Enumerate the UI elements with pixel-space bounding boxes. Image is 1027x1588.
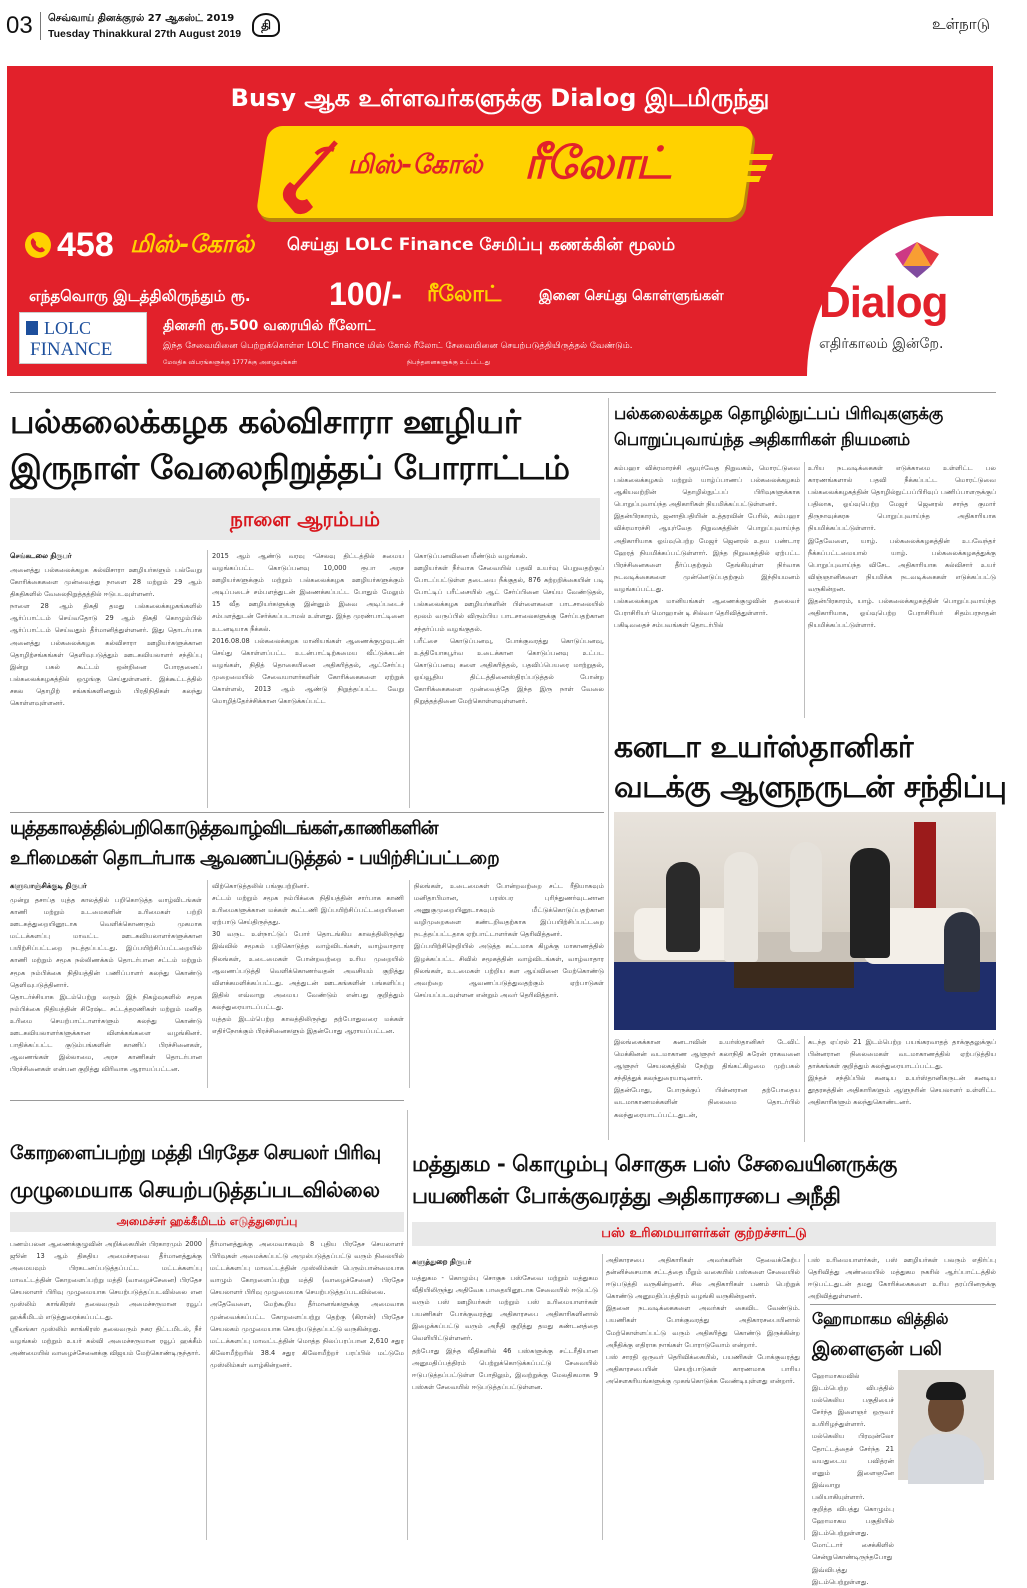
photo-person-2 — [724, 852, 758, 962]
ad-small-print-2: நிபந்தனைகளுக்கு உட்பட்டது — [407, 359, 491, 366]
article-7-column-1: ஹோமாகமவில் இடம்பெற்ற விபத்தில் மல்கெலிய பகுதியைச் சேர்ந்த இளைஞர் ஒருவர் உயிரிழந்துள்ளார். மல்கெலிய பிரவுன்லோ தோட்டத்தைச் சேர்ந்த 21 வயதுடைய பவித்ரன் எனும் இளைஞனே இவ்வாறு பலியாகியுள்ளார். குறித்த விபத்து கொழும்பு ஹோமாகம பகுதியில் இடம்பெற்றுள்ளது. மோட்டார் சைக்கிளில் சென்றுகொண்டிருந்தபோது இவ்விபத்து இடம்பெற்றுள்ளது. — [812, 1372, 894, 1586]
ad-daily-limit: தினசரி ரூ.500 வரையில் ரீலோட் — [163, 318, 376, 334]
ad-title-part2: ரீலோட் — [524, 138, 670, 189]
ad-top-line: Busy ஆக உள்ளவர்களுக்கு Dialog இடமிருந்து — [230, 84, 770, 112]
article-1-byline: செங்கடலை நிருபர் — [10, 552, 72, 560]
date-english: Tuesday Thinakkural 27th August 2019 — [48, 28, 242, 40]
rule-above-a6 — [10, 1100, 404, 1101]
article-1-column-2: 2015 ஆம் ஆண்டு வரவு -செலவு திட்டத்தில் சுமைய வழங்கப்பட்ட கொடுப்பனவு 10,000 ரூபா அரச ஊழியர்களுக்கும் மற்றும் பல்கலைக்கழக ஊழியர்களுக்கும் அடிப்படைச் சம்பளத்துடன் இணைக்கப்பட்ட போதும் மேலும் 15 வீத ஊழியர்களுக்கு இன்னும் இவை அடிப்படைச் சம்பளத்துடன் சேர்க்கப்படாமல் உள்ளது. இந்த முரண்பாட்டினை உடனடியாக நீக்கல். 2016.08.08 பல்கலைக்கழக மானியங்கள் ஆணைக்குழுவுடன் செய்து கொள்ளப்பட்ட உடன்பாட்டிற்கமைய வீட்டுக்கடன் வழங்கள், நிதித் தொகையினை அதிகரித்தல், ஆட்சேர்ப்பு முறைமையில் சேவையாளர்களின் கோரிக்கைகளை ஏற்றுக் கொள்ளல், 2013 ஆம் ஆண்டு நிறுத்தப்பட்ட வேறு மொழித்தேர்ச்சிக்கான கொடுக்கப்பட்ட — [212, 552, 404, 706]
newspaper-logo-glyph: தி — [261, 18, 271, 32]
dialog-advertisement[interactable] — [7, 66, 993, 376]
article-2-headline-line-2: பொறுப்புவாய்ந்த அதிகாரிகள் நியமனம் — [614, 430, 910, 449]
ad-line-1-number: 458 — [57, 226, 114, 264]
article-3-headline-line-2: வடக்கு ஆளுநருடன் சந்திப்பு — [614, 770, 1007, 805]
article-6-subhead: அமைச்சர் ஹக்கீமிடம் எடுத்துரைப்பு — [10, 1212, 404, 1232]
photo-flag — [914, 822, 936, 918]
phone-circle-icon — [25, 232, 51, 258]
rule-col-a5-1 — [602, 1254, 603, 1540]
article-5-column-1: மத்துகம - கொழும்பு சொகுசு பஸ்சேவை மற்றும் மத்துகம வீதியிலிருந்து அதிவேக பாதையினூடாக சேவையில் ஈடுபட்டு வரும் பஸ் ஊழியர்கள் மற்றும் பஸ் உரிமையாளர்கள் பயணிகள் போக்குவரத்து அதிகாரசபை அதிகாரிகளினால் இழைக்கப்பட்டு வரும் அநீதி குறித்து தமது கண்டனத்தை வெளியிட்டுள்ளனர். தற்போது இந்த வீதிகளில் 46 பஸ்களுக்கு சட்டரீதியான அனுமதிப்பத்திரம் பெற்றுக்கொடுக்கப்பட்டு சேவையில் ஈடுபடுத்தப்பட்டுள்ள போதிலும், இவற்றுக்கு மேலதிகமாக 9 பஸ்கள் சேவையில் ஈடுபடுத்தப்பட்டுள்ளன. — [412, 1274, 598, 1391]
article-7-headline-line-2: இளைஞன் பலி — [812, 1338, 942, 1360]
rule-col-a4-1 — [207, 880, 208, 1088]
photo-portrait-body — [908, 1434, 984, 1484]
rule-main-right — [608, 398, 609, 1140]
article-6-headline-line-2: முழுமையாக செயற்படுத்தப்படவில்லை — [10, 1178, 380, 1202]
section-label: உள்நாடு — [932, 15, 990, 33]
photo-person-5 — [944, 912, 980, 992]
photo-person-1 — [666, 862, 700, 952]
lolc-logo-mark — [26, 321, 38, 335]
article-1-column-1: அனைத்து பல்கலைக்கழக கல்விசாரா ஊழியர்களும் பல்வேறு கோரிக்கைகளை முன்வைத்து நாளை 28 மற்றும் 29 ஆம் திகதிகளில் வேலைநிறுத்தத்தில் ஈடுபடவுள்ளனர். நாளை 28 ஆம் திகதி தமது பல்கலைக்கழகங்களில் ஆர்ப்பாட்டம் செய்வதோடு 29 ஆம் திகதி கொழும்பில் ஆர்ப்பாட்டம் செய்வதும் தீர்மானித்துள்ளனர். இது தொடர்பாக அனைத்து பல்கலைக்கழக கல்விசாரா ஊழியர்களுக்கான தொழிற்சங்கங்கள் தெளிவுபடுத்தும் ஊடகவியலாளர் சந்திப்பு இன்று பகல் கூட்டம் ஒன்றினை போரதனைப் பல்கலைக்கழகத்தில் ஒழுங்கு செய்துள்ளனர். இக்கூட்டத்தில் சகல தொழிற் சங்கங்களினதும் பிரதிநிதிகள் கலந்து கொள்ளவுள்ளனர். — [10, 566, 202, 708]
ad-line-2-pre: எந்தவொரு இடத்திலிருந்தும் ரூ. — [29, 287, 251, 305]
article-1-subhead: நாளை ஆரம்பம் — [10, 498, 600, 540]
article-1-headline-line-2: இருநாள் வேலைநிறுத்தப் போராட்டம் — [10, 448, 570, 487]
article-2-column-2: உரிய நடவடிக்கைகள் எடுக்காமை உள்ளிட்ட பல காரணங்களால் பதவி நீக்கப்பட்ட மொரட்டுவை பல்கலைக்கழகத்தின் தொழில்நுட்பப்பிரிவுப் பணிப்பாளருக்குப் பதிலாக, ஓய்வுபெற்ற மேஜர் ஜெனரல் சாந்த குமார் திருநாவுக்கரசு பொறுப்புவாய்ந்த அதிகாரியாக நியமிக்கப்பட்டுள்ளார். இதேவேளை, யாழ். பல்கலைக்கழகத்தின் உபவேந்தர் நீக்கப்பட்டமையால் யாழ். பல்கலைக்கழகத்துக்கு பொறுப்புவாய்ந்த விசேட அதிகாரியாக கல்விசார் உயர் விஞ்ஞானிகளை நியமிக்க நடவடிக்கைகள் எடுக்கப்பட்டு வருகின்றன. இதன்பிரகாரம், யாழ். பல்கலைக்கழகத்தின் பொறுப்புவாய்ந்த அதிகாரியாக, ஓய்வுபெற்ற பேராசிரியர் சிதம்பரநாதன் நியமிக்கப்பட்டுள்ளார். — [808, 464, 996, 630]
date-tamil: செவ்வாய் தினக்குரல் 27 ஆகஸ்ட் 2019 — [48, 13, 235, 24]
masthead — [0, 0, 1000, 46]
article-5-headline-line-1: மத்துகம - கொழும்பு சொகுசு பஸ் சேவையினருக்கு — [412, 1152, 897, 1177]
lolc-logo — [19, 312, 147, 364]
lolc-logo-line2: FINANCE — [30, 339, 113, 360]
article-4-headline-line-1: யுத்தகாலத்தில்பறிகொடுத்தவாழ்விடங்கள்,காணிகளின் — [10, 818, 438, 839]
rule-above-a7 — [810, 1304, 996, 1305]
ad-line-2-rest: இனை செய்து கொள்ளுங்கள் — [539, 288, 724, 304]
dialog-logo-icon — [887, 238, 947, 280]
newspaper-logo — [252, 13, 280, 37]
article-5-column-3: பஸ் உரிமையாளர்கள், பஸ் ஊழியர்கள் பலரும் எதிர்ப்பு தெரிவித்து அண்மையில் மத்துகம நகரில் ஆர்ப்பாட்டத்தில் ஈடுபட்டதுடன் தமது கோரிக்கைகளை உரிய தரப்பினருக்கு அறிவித்துள்ளனர். — [808, 1256, 996, 1301]
ad-title-banner — [262, 126, 748, 218]
vertical-divider — [40, 12, 41, 40]
ad-title-part1: மிஸ்-கோல் — [348, 150, 483, 180]
article-1-column-3: கொடுப்பனவினை மீண்டும் வழங்கல். ஊழியர்கள் நீர்வாக சேவையில் பதவி உயர்வு பெறுவதற்குப் போடப்பட்டுள்ள தடையை நீக்குதல், 876 சுற்றறிக்கையின் படி போட்டிப் பரீட்சையில் ஆட் சேர்ப்பினை செய்ய வேண்டுதல், பல்கலைக்கழக ஊழியர்களின் பிள்ளைகளை பாடசாலையில் மூலம் வருப்பில் விரும்பிய பாடசாலைகளுக்கு சேர்ப்பதற்கான சந்தர்ப்பம் வழங்குதல். பரீட்சை கொடுப்பனவு, போக்குவரத்து கொடுப்பனவு, உத்தியோகபூர்வ உடைக்கான கொடுப்பனவு உட்பட கொடுப்பனவு களை அதிகரித்தல், பதவிப்பெயரை மாற்றுதல், ஓய்வூதிய திட்டத்தினைஸ்திரப்படுத்தல் போன்ற கோரிக்கைகளை முன்வைத்தே இந்த இரு நாள் வேலை நிறுத்தத்தினை மேற்கொள்ளவுள்ளனர். — [414, 552, 604, 706]
ad-small-print-1: மேலதிக விபரங்களுக்கு 1777க்கு அழையுங்கள் — [163, 359, 298, 366]
lolc-logo-line1: LOLC — [44, 318, 91, 338]
phone-icon — [276, 134, 346, 210]
rule-above-a4 — [10, 812, 604, 813]
ad-line-2-bold: ரீலோட் — [427, 282, 502, 307]
rule-below-ad — [10, 392, 996, 393]
ad-line-1-rest: செய்து LOLC Finance சேமிப்பு கணக்கின் மூலம் — [287, 235, 676, 255]
rule-col-a6 — [206, 1238, 207, 1540]
article-4-column-1: முன்று தசாப்த யுத்த காலத்தில் பறிகொடுத்த வாழ்விடங்கள் காணி மற்றும் உடமைகளின் உரிமைகள் பற்றி ஊடகத்துறையினூடாக வெளிக்கொணரும் முகமாக மட்டக்களப்பு மாவட்ட ஊடகவியலாளர்களுக்கான பயிற்சிப்பட்டறை நடத்தப்பட்டது. இப்பயிற்சிப்பட்டறையில் காணி மற்றும் சமூக நல்லிணக்கம் தொடர்பான சட்டம் மற்றும் சமூக நம்பிக்கை நிதியத்தின் பணிப்பாளர் கலந்து கொண்டு தெளிவுபடுத்தினார். தொடர்ச்சியாக இடம்பெற்று வரும் இந் நிகழ்வுகளில் சமூக நம்பிக்கை நிதியத்தின் சிரேஷ்ட சட்டத்தரணிகள் மற்றும் மனித உரிமை செயற்பாட்டாளர்களும் கலந்து கொண்டு ஊடகவியலாளர்களுக்கான விளக்கங்களை வழங்கினர். பாதிக்கப்பட்ட குடும்பங்களின் காணிப் பிரச்சினைகள், ஆவணங்கள் இல்லாமை, அரச காணிகள் தொடர்பான பிரச்சினைகள் என்பன குறித்து விரிவாக ஆராயப்பட்டன. — [10, 896, 202, 1074]
article-3-headline-line-1: கனடா உயர்ஸ்தானிகர் — [614, 730, 914, 765]
rule-col-a3 — [804, 1036, 805, 1142]
ad-footer-line: இந்த சேவையினை பெற்றுக்கொள்ள LOLC Finance மிஸ் கோல் ரீலோட் சேவையினை செயற்படுத்தியிருத்தல் வேண்டும். — [163, 341, 633, 351]
article-1-headline-line-1: பல்கலைக்கழக கல்விசாரா ஊழியர் — [10, 402, 521, 441]
photo-person-3 — [790, 842, 822, 952]
article-5-column-2: அதிகாரசபை அதிகாரிகள் அவர்களின் தேவைக்கேற்ப தன்னிச்சையாக சட்டத்தை மீறும் வகையில் பஸ்களை சேவையில் ஈடுபடுத்தி வருகின்றனர். சில அதிகாரிகள் பணம் பெற்றுக் கொண்டு அனுமதிப்பத்திரம் வழங்கி வருகின்றனர். இதனை நடவடிக்கைகளை அவர்கள் கைவிட வேண்டும். பயணிகள் போக்குவரத்து அதிகாரசபையினால் மேற்கொள்ளப்பட்டு வரும் அதிகரித்து கொண்டு இருக்கின்ற அநீதிக்கு எதிராக நாங்கள் போராடுவோம் என்றார். பஸ் சாரதி ஒருவர் தெரிவிக்கையில், பயணிகள் போக்குவரத்து அதிகாரசபையின் செயற்பாடுகள் காரணமாக பாரிய அசௌகரியங்களுக்கு முகங்கொடுக்க வேண்டியுள்ளது என்றார். — [606, 1256, 800, 1385]
ad-line-1-bold: மிஸ்-கோல் — [130, 230, 255, 258]
article-4-headline-line-2: உரிமைகள் தொடர்பாக ஆவணப்படுத்தல் - பயிற்சிப்பட்டறை — [10, 848, 499, 869]
rule-col-a1-1 — [207, 550, 208, 808]
photo-table — [734, 962, 854, 988]
page-number: 03 — [6, 12, 33, 39]
rule-col-a1-2 — [409, 550, 410, 808]
article-5-headline-line-2: பயணிகள் போக்குவரத்து அதிகாரசபை அநீதி — [412, 1184, 841, 1209]
article-2-column-1: கம்பஹா விக்ரமாரச்சி ஆயுர்வேத நிறுவகம், மொரட்டுவை பல்கலைக்கழகம் மற்றும் யாழ்ப்பாணப் பல்கலைக்கழகம் ஆகியவற்றின் தொழில்நுட்பப் பிரிவுகளுக்காக பொறுப்புவாய்ந்த அதிகாரிகள் நியமிக்கப்பட்டுள்ளனர். இதன்பிரகாரம், ஜனாதிபதியின் உத்தரவின் பேரில், கம்பஹா விக்ரமாரச்சி ஆயுர்வேத நிறுவகத்தின் பொறுப்புவாய்ந்த அதிகாரியாக ஓய்வுபெற்ற மேஜர் ஜெனரல் உதய பண்டார ஹேரத் நியமிக்கப்பட்டுள்ளார். இந்த நிறுவகத்தில் ஏற்பட்ட பிரச்சினைகளை தீர்ப்பதற்கும் தேங்கியுள்ள நிர்வாக நடவடிக்கைகளை முன்னெடுப்பதற்கும் இந்நியமனம் வழங்கப்பட்டது. பல்கலைக்கழக மானியங்கள் ஆணைக்குழுவின் தலைவர் பேராசிரியர் மொஹான் டி சில்வா தெரிவித்துள்ளார். பகிடிவதைச் சம்பவங்கள் தொடர்பில் — [614, 464, 800, 630]
rule-col-a4-2 — [409, 880, 410, 1088]
rule-col-a5-2 — [804, 1254, 805, 1540]
article-2-headline-line-1: பல்கலைக்கழக தொழில்நுட்பப் பிரிவுகளுக்கு — [614, 404, 943, 423]
article-3-column-1: இலங்கைக்கான கனடாவின் உயர்ஸ்தானிகர் டேவிட் மெக்கினன் வடமாகாண ஆளுநர் கலாநிதி சுரேன் ராகவனை ஆளுநர் செயலகத்தில் நேற்று திங்கட்கிழமை முற்பகல் சந்தித்துக் கலந்துரையாடினார். இதன்போது, போருக்குப் பின்னரான தற்போதைய வடமாகாணமக்களின் நிலைமை தொடர்பில் கலந்துரையாடப்பட்டதுடன், — [614, 1038, 800, 1119]
article-4-byline: களுவாஞ்சிக்குடி நிருபர் — [10, 882, 87, 890]
photo-portrait-hair — [926, 1382, 966, 1400]
photo-person-4 — [850, 848, 890, 958]
article-4-column-3: நிலங்கள், உடைமைகள் போன்றவற்றை சட்ட ரீதியாகவும் மனிதாபிமான, பரஸ்பர புரிந்துணர்வுடனான அணுகுமுறையினூடாகவும் மீட்டுக்கொடுப்பதற்கான வழிமுறைகளை கண்டறிவதற்காக இப்பயிற்சிப்பட்டறை நடத்தப்பட்டதாக ஏற்பாட்டாளர்கள் தெரிவித்தனர். இப்பயிற்சிநெறியில் அடுத்த கட்டமாக கிழக்கு மாகாணத்தில் இழக்கப்பட்ட சிவில் சமூகத்தின் வாழ்விடங்கள், வாழ்வாதார நிலங்கள், உடமைகள் பற்றிய கள ஆய்வினை மேற்கொண்டு அவற்றை ஆவணப்படுத்துவதற்கும் ஏற்பாடுகள் செய்யப்படவுள்ளன என்றும் அவர் தெரிவித்தார். — [414, 882, 604, 999]
rule-col-a2 — [804, 462, 805, 718]
article-3-column-2: கடந்த ஏப்ரல் 21 இடம்பெற்ற பயங்கரவாதத் தாக்குதலுக்குப் பின்னரான நிலைமைகள் வடமாகாணத்தில் ஏற்படுத்திய தாக்கங்கள் குறித்தும் கலந்துரையாடப்பட்டது. இந்தச் சந்திப்பில் கனடிய உயர்ஸ்தானிகருடன் கனடிய தூதரகத்தின் அதிகாரிகளும் ஆளுநரின் செயலாளர் உள்ளிட்ட அதிகாரிகளும் கலந்துகொண்டனர். — [808, 1038, 996, 1107]
dialog-tagline: எதிர்காலம் இன்றே. — [819, 336, 944, 352]
article-6-column-2: தீர்மானத்துக்கு அமைவாகவும் 8 புதிய பிரதேச செயலாளர் பிரிவுகள் அமைக்கப்பட்டு அமுல்படுத்தப்பட்டு வரும் நிலையில் மட்டக்களப்பு மாவட்டத்தின் முஸ்லிம்கள் பெரும்பான்மையாக வாழும் கோறளைப்பற்று மத்தி (வாழைச்சேனை) பிரதேச செயலாளர் பிரிவு முழுமையாக செயற்படுத்தப்படவில்லை. அதேவேளை, மேற்கூறிய தீர்மானங்களுக்கு அமைவாக முன்வைக்கப்பட்ட கோறளைப்பற்று தெற்கு (கிரான்) பிரதேச செயலகம் முழுமையாக செயற்படுத்தப்பட்டு வருகின்றது. மட்டக்களப்பு மாவட்டத்தின் மொத்த நிலப்பரப்பான 2,610 சதுர கிலோமீற்றரில் 38.4 சதுர கிலோமீற்றர் பரப்பில் மட்டுமே முஸ்லிம்கள் வாழ்கின்றனர். — [210, 1240, 404, 1369]
article-6-column-1: பணம்பலன ஆணைக்குழுவின் அறிக்கையின் பிரகாரமும் 2000 ஜூன் 13 ஆம் திகதிய அமைச்சரவை தீர்மானத்துக்கு அமையவும் பிரகடனப்படுத்தப்பட்ட மட்டக்களப்பு மாவட்டத்தின் கோறளைப்பற்று மத்தி (வாழைச்சேனை) பிரதேச செயலாளர் பிரிவு முழுமையாக செயற்படுத்தப்படவில்லை என முஸ்லிம் காங்கிரஸ் தலைவரும் அமைச்சருமான ரவூப் ஹக்கீமிடம் எடுத்துரைக்கப்பட்டது. ஸ்ரீலங்கா முஸ்லிம் காங்கிரஸ் தலைவரும் நகர திட்டமிடல், நீர் வழங்கல் மற்றும் உயர் கல்வி அமைச்சருமான ரவூப் ஹக்கீம் அண்மையில் வாழைச்சேனைக்கு விஜயம் மேற்கொண்டிருந்தார். — [10, 1240, 202, 1357]
article-7-photo — [898, 1370, 994, 1480]
article-4-column-2: விற்கொடுத்தலில் பங்குபற்றினர். சட்டம் மற்றும் சமூக நம்பிக்கை நிதியத்தின் சார்பாக காணி உரிமைகளுக்கான மக்கள் கூட்டணி இப்பயிற்சிப்பட்டறையினை ஏற்பாடு செய்திருந்தது. 30 வருட உள்நாட்டுப் போர் தொடங்கிய காலத்திலிருந்து இவ்வில் சமூகம் பறிகொடுத்த வாழ்விடங்கள், வாழ்வாதார நிலங்கள், உடைமைகள் போன்றவற்றை உரிய முறையில் ஆவணப்படுத்தி வெளிக்கொணர்வதன் அவசியம் குறித்து விளக்கமளிக்கப்பட்டது. அத்துடன் ஊடகங்களின் பங்களிப்பு இதில் எவ்வாறு அமைய வேண்டும் என்பது குறித்தும் கலந்துரையாடப்பட்டது. யுத்தம் இடம்பெற்ற காலத்திலிருந்து தற்போதுவரை மக்கள் எதிர்நோக்கும் பிரச்சினைகளும் இதன்போது ஆராயப்பட்டன. — [212, 882, 404, 1036]
article-6-headline-line-1: கோறளைப்பற்று மத்தி பிரதேச செயலர் பிரிவு — [10, 1142, 381, 1164]
ad-title-stripes — [744, 154, 774, 194]
article-3-photo — [614, 812, 996, 1030]
article-7-headline-line-1: ஹோமாகம வித்தில் — [812, 1310, 949, 1328]
rule-left-a5 — [407, 1110, 408, 1540]
article-5-subhead: பஸ் உரிமையாளர்கள் குற்றச்சாட்டு — [412, 1222, 996, 1246]
article-5-byline: களுத்துறை நிருபர் — [412, 1258, 472, 1266]
ad-line-2-amount: 100/- — [329, 276, 402, 312]
dialog-brand: Dialog — [819, 278, 948, 327]
